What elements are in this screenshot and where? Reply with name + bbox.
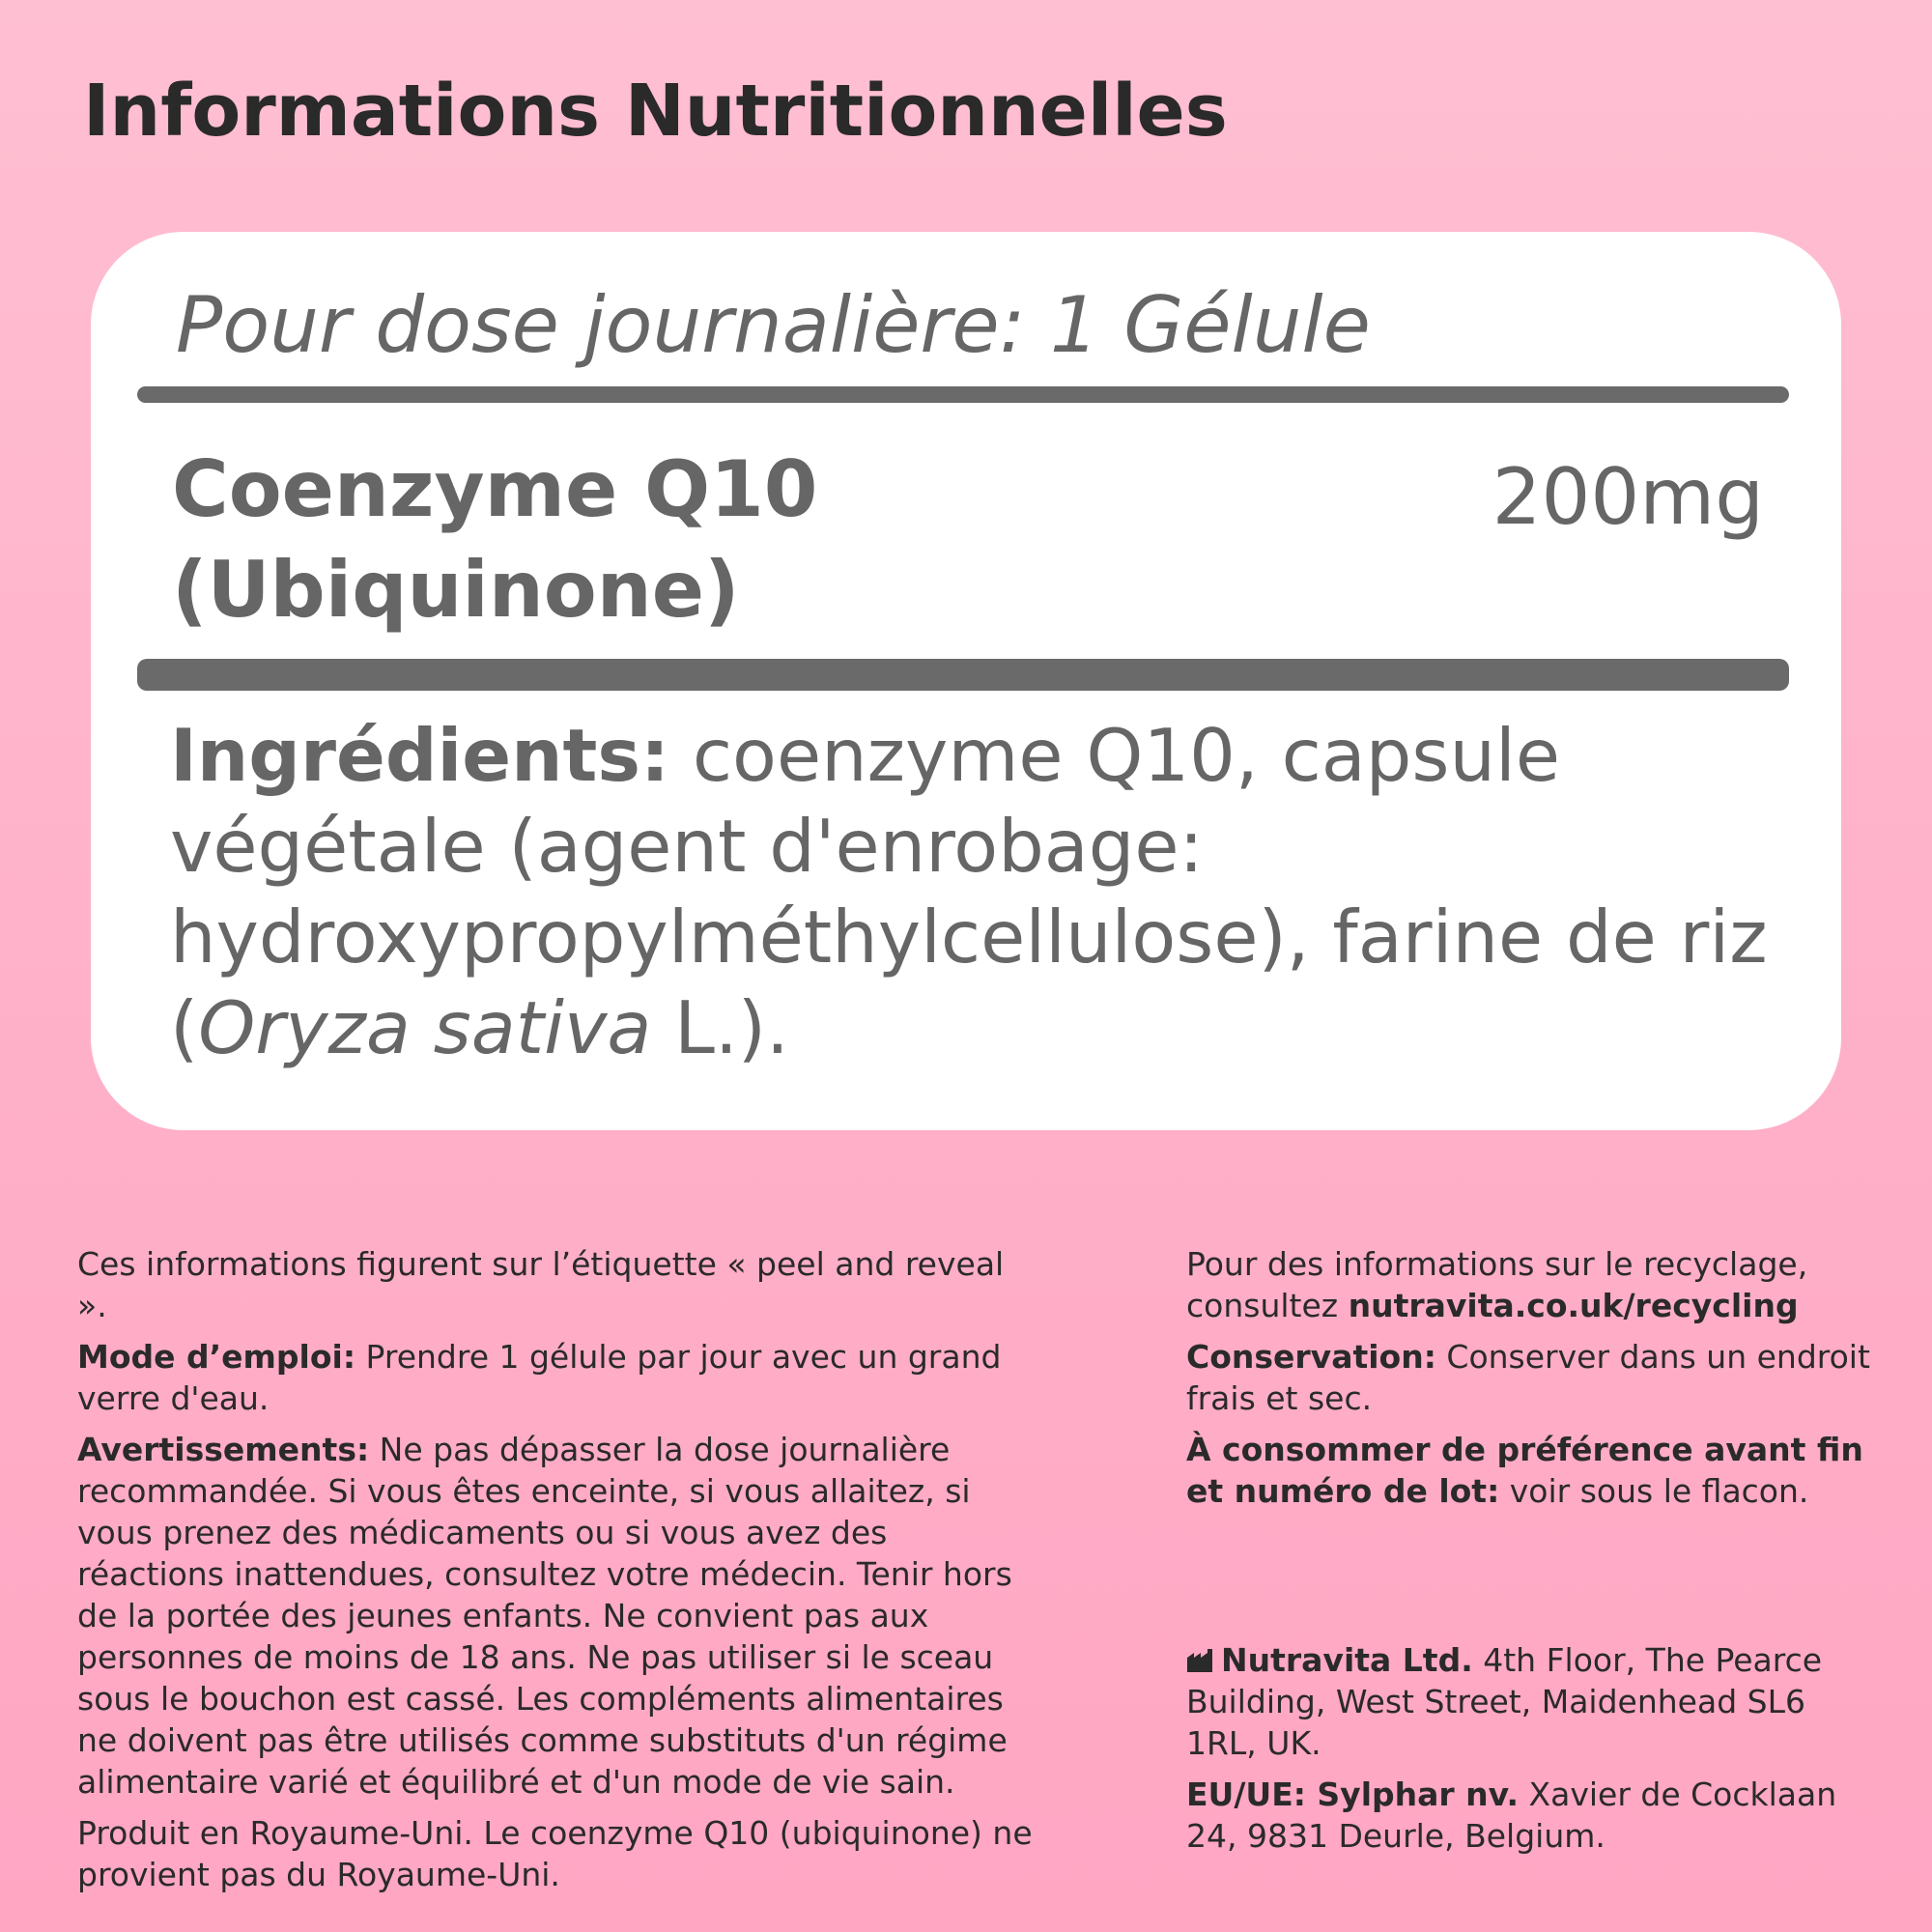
nutrition-facts-card — [91, 232, 1841, 1130]
best-before-label: À consommer de préférence avant fin et numéro de lot: — [1186, 1431, 1863, 1510]
ingredients-list — [170, 710, 1803, 1073]
divider-thin — [137, 386, 1789, 403]
ingredients-end: L.). — [651, 985, 789, 1070]
ingredients-text: coenzyme Q10, capsule végétale (agent d'enrobage: hydroxypropylméthylcellulose), farine de riz ( — [170, 713, 1768, 1070]
recycling-info — [1186, 1243, 1882, 1326]
nutrient-name-line1: Coenzyme Q10 — [172, 444, 818, 534]
page-title: Informations Nutritionnelles — [83, 70, 1228, 153]
eu-label: EU/UE: Sylphar nv. — [1186, 1776, 1520, 1813]
address-block — [1186, 1639, 1882, 1866]
divider-thick — [137, 659, 1789, 691]
company-address: 4th Floor, The Pearce Building, West Street, Maidenhead SL6 1RL, UK. — [1186, 1641, 1823, 1762]
best-before-info — [1186, 1429, 1882, 1512]
warnings-label: Avertissements: — [77, 1431, 370, 1468]
recycling-link[interactable]: nutravita.co.uk/recycling — [1348, 1287, 1799, 1324]
manufacturer-address — [1186, 1639, 1882, 1764]
company-name: Nutravita Ltd. — [1221, 1641, 1473, 1679]
serving-size: Pour dose journalière: 1 Gélule — [176, 280, 1371, 370]
ingredients-latin-name: Oryza sativa — [198, 985, 652, 1070]
eu-representative — [1186, 1774, 1882, 1857]
peel-note: Ces informations figurent sur l’étiquette « peel and reveal ». — [77, 1245, 1005, 1324]
storage-info — [1186, 1336, 1882, 1419]
factory-icon — [1186, 1648, 1215, 1673]
origin-note: Produit en Royaume-Uni. Le coenzyme Q10 (ubiquinone) ne provient pas du Royaume-Uni. — [77, 1814, 1033, 1893]
nutrient-amount: 200mg — [1492, 452, 1764, 542]
left-info-column — [77, 1243, 1043, 1905]
recycling-text: Pour des informations sur le recyclage, consultez — [1186, 1245, 1808, 1324]
right-info-column — [1186, 1243, 1882, 1521]
nutrient-name-line2: (Ubiquinone) — [172, 545, 740, 635]
nutrient-name — [172, 440, 817, 640]
warnings — [77, 1429, 1043, 1803]
ingredients-label: Ingrédients: — [170, 713, 669, 798]
usage-instructions — [77, 1336, 1043, 1419]
usage-text: Prendre 1 gélule par jour avec un grand verre d'eau. — [77, 1338, 1002, 1417]
eu-address: Xavier de Cocklaan 24, 9831 Deurle, Belgium. — [1186, 1776, 1837, 1855]
best-before-text: voir sous le flacon. — [1499, 1472, 1809, 1510]
warnings-text: Ne pas dépasser la dose journalière recommandée. Si vous êtes enceinte, si vous allaitez, si vous prenez des médicaments ou si vous avez des réactions inattendues, consultez votre médecin. Tenir hors de la portée des jeunes enfants. Ne convient pas aux personnes de moins de 18 ans. Ne pas utiliser si le sceau sous le bouchon est cassé. Les compléments alimentaires ne doivent pas être utilisés comme substituts d'un régime alimentaire varié et équilibré et d'un mode de vie sain. — [77, 1431, 1012, 1801]
storage-label: Conservation: — [1186, 1338, 1436, 1376]
storage-text: Conserver dans un endroit frais et sec. — [1186, 1338, 1870, 1417]
usage-label: Mode d’emploi: — [77, 1338, 356, 1376]
